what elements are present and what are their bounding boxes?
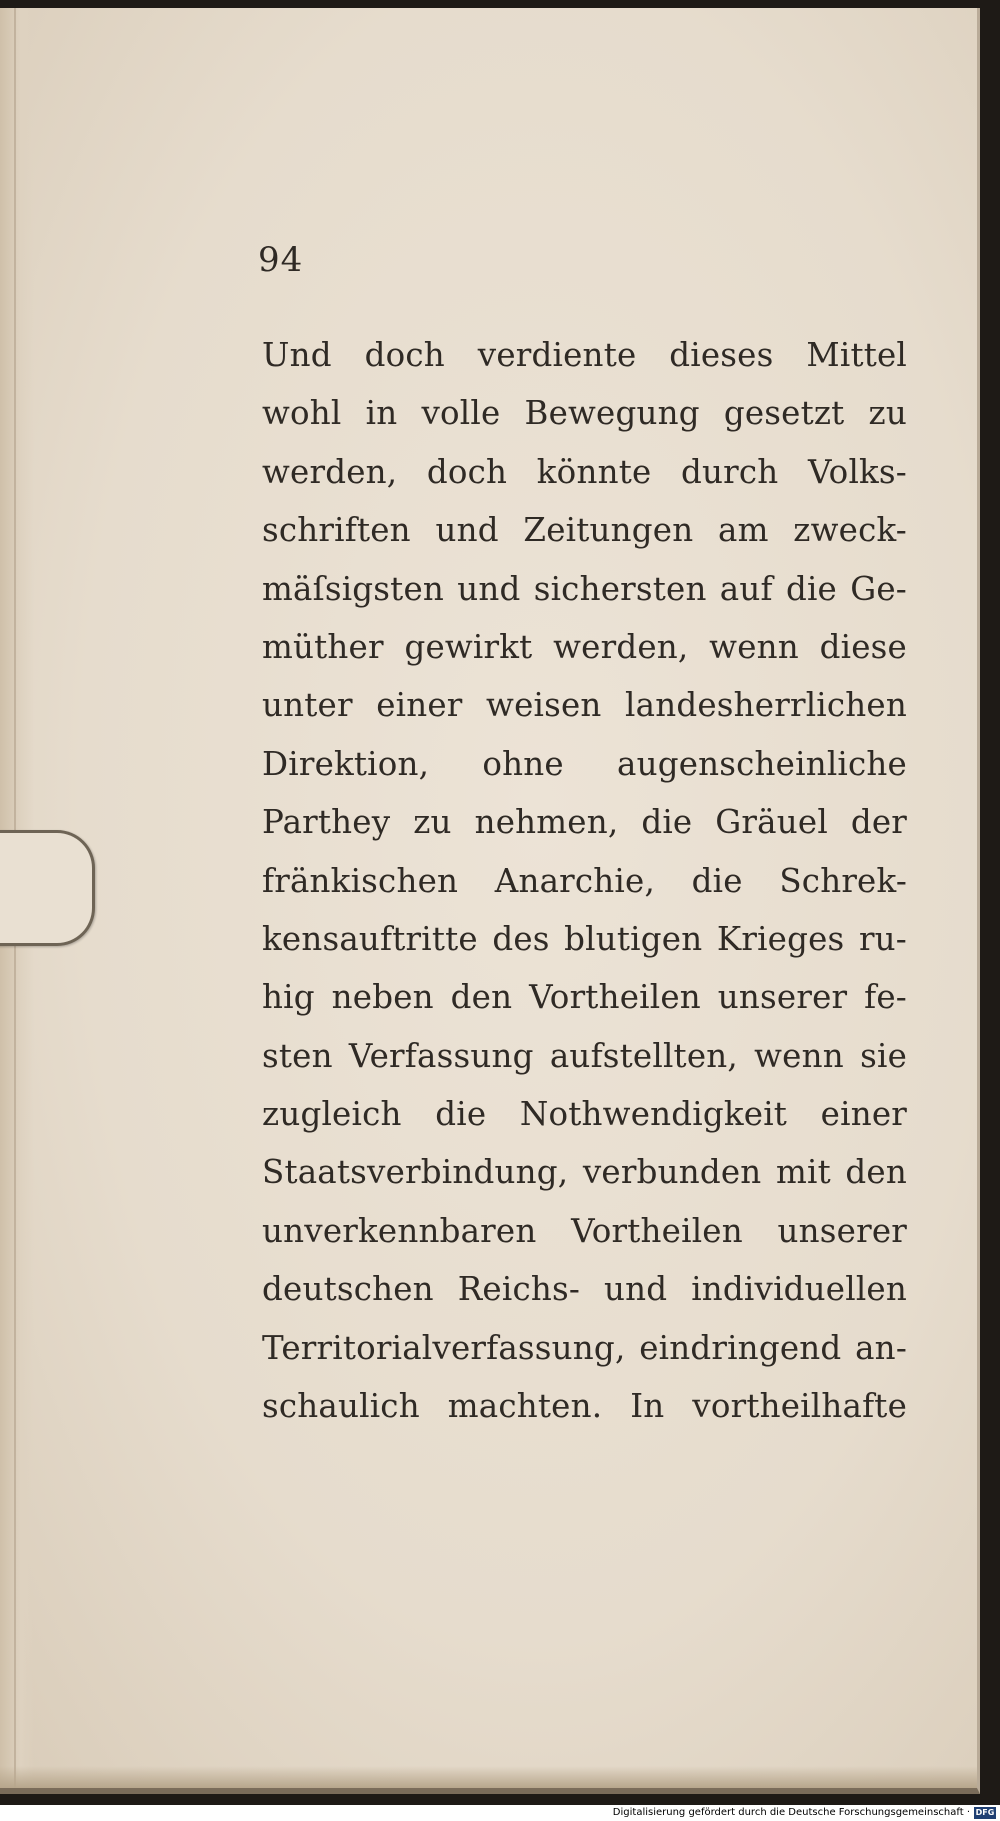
- text-line: hig neben den Vortheilen unserer fe-: [262, 978, 907, 1017]
- page-bottom-edge: [0, 1766, 977, 1788]
- text-line: sten Verfassung aufstellten, wenn sie: [262, 1036, 907, 1075]
- text-line: zugleich die Nothwendigkeit einer: [262, 1095, 907, 1134]
- text-line: Staatsverbindung, verbunden mit den: [262, 1153, 907, 1192]
- text-line: unverkennbaren Vortheilen unserer: [262, 1211, 907, 1250]
- text-line: wohl in volle Bewegung gesetzt zu: [262, 394, 907, 433]
- text-line: deutschen Reichs- und individuellen: [262, 1270, 907, 1309]
- text-line: Territorialverfassung, eindringend an-: [262, 1328, 907, 1367]
- text-line: Direktion, ohne augenscheinliche: [262, 744, 907, 783]
- text-line: Und doch verdiente dieses Mittel: [262, 336, 907, 374]
- book-page: [0, 8, 980, 1794]
- text-line: Parthey zu nehmen, die Gräuel der: [262, 803, 907, 842]
- text-line: fränkischen Anarchie, die Schrek-: [262, 861, 907, 900]
- text-line: schriften und Zeitungen am zweck-: [262, 511, 907, 550]
- text-line: mäſsigsten und sichersten auf die Ge-: [262, 569, 907, 608]
- text-line: kensauftritte des blutigen Krieges ru-: [262, 919, 907, 958]
- text-line: müther gewirkt werden, wenn diese: [262, 627, 907, 666]
- paper-slip-tab: [0, 830, 95, 946]
- text-line: schaulich machten. In vortheilhafte: [262, 1387, 907, 1426]
- dfg-logo: DFG: [975, 1808, 995, 1817]
- text-line: werden, doch könnte durch Volks-: [262, 452, 907, 491]
- text-line: unter einer weisen landesherrlichen: [262, 686, 907, 725]
- body-text: [262, 326, 907, 1435]
- page-number: 94: [258, 240, 304, 280]
- footer-credit: Digitalisierung gefördert durch die Deutsche Forschungsgemeinschaft ·: [612, 1807, 970, 1818]
